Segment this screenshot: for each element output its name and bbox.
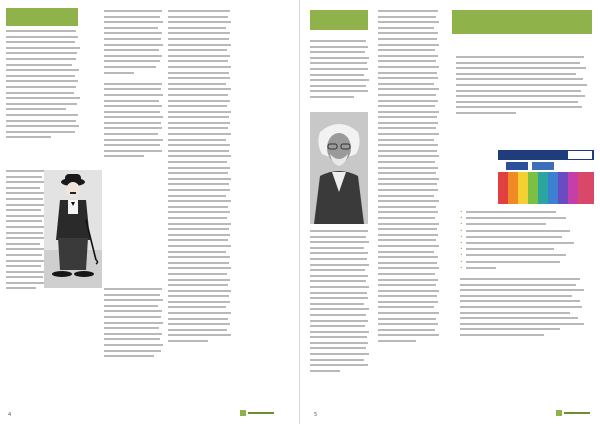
- right-bullet-list: [460, 210, 586, 272]
- right-middle-column: [378, 10, 440, 380]
- left-narrow-column: [6, 170, 46, 340]
- text-lines: [456, 56, 588, 118]
- footer-logo-icon: [556, 409, 592, 417]
- right-footer-logo: [556, 409, 592, 419]
- author-portrait-illustration: [310, 112, 368, 224]
- right-header-banner: [310, 10, 368, 30]
- text-lines: [6, 170, 46, 293]
- text-lines: [168, 10, 232, 346]
- right-contact-block: [460, 278, 586, 358]
- left-page-number: 4: [8, 412, 12, 418]
- text-lines: [104, 288, 164, 361]
- left-intro-column: [6, 30, 80, 168]
- colored-pencils-illustration: [498, 150, 594, 204]
- colored-pencils-photo: [498, 150, 594, 204]
- bullet-item: [460, 266, 586, 272]
- author-portrait-photo: [310, 112, 368, 224]
- text-lines: [6, 30, 80, 142]
- text-lines: [310, 230, 370, 375]
- right-sidebar-intro: [456, 56, 588, 126]
- left-header-banner: [6, 8, 78, 26]
- right-left-bottom-column: [310, 230, 370, 390]
- text-lines: [378, 10, 440, 346]
- right-page: [300, 0, 600, 424]
- right-intro-column: [310, 40, 370, 114]
- left-right-column: [168, 10, 232, 370]
- chaplin-figure-illustration: [44, 170, 102, 288]
- text-lines: [460, 278, 586, 340]
- footer-logo-icon: [240, 409, 276, 417]
- left-photo-caption: [186, 374, 246, 384]
- text-lines: [104, 10, 164, 161]
- right-sidebar-header: [452, 10, 592, 34]
- text-lines: [310, 40, 370, 102]
- right-page-number: 5: [314, 412, 318, 418]
- left-footer-logo: [240, 409, 276, 419]
- chaplin-photo: [44, 170, 102, 288]
- left-bottom-middle-column: [104, 288, 164, 388]
- left-middle-column: [104, 10, 164, 310]
